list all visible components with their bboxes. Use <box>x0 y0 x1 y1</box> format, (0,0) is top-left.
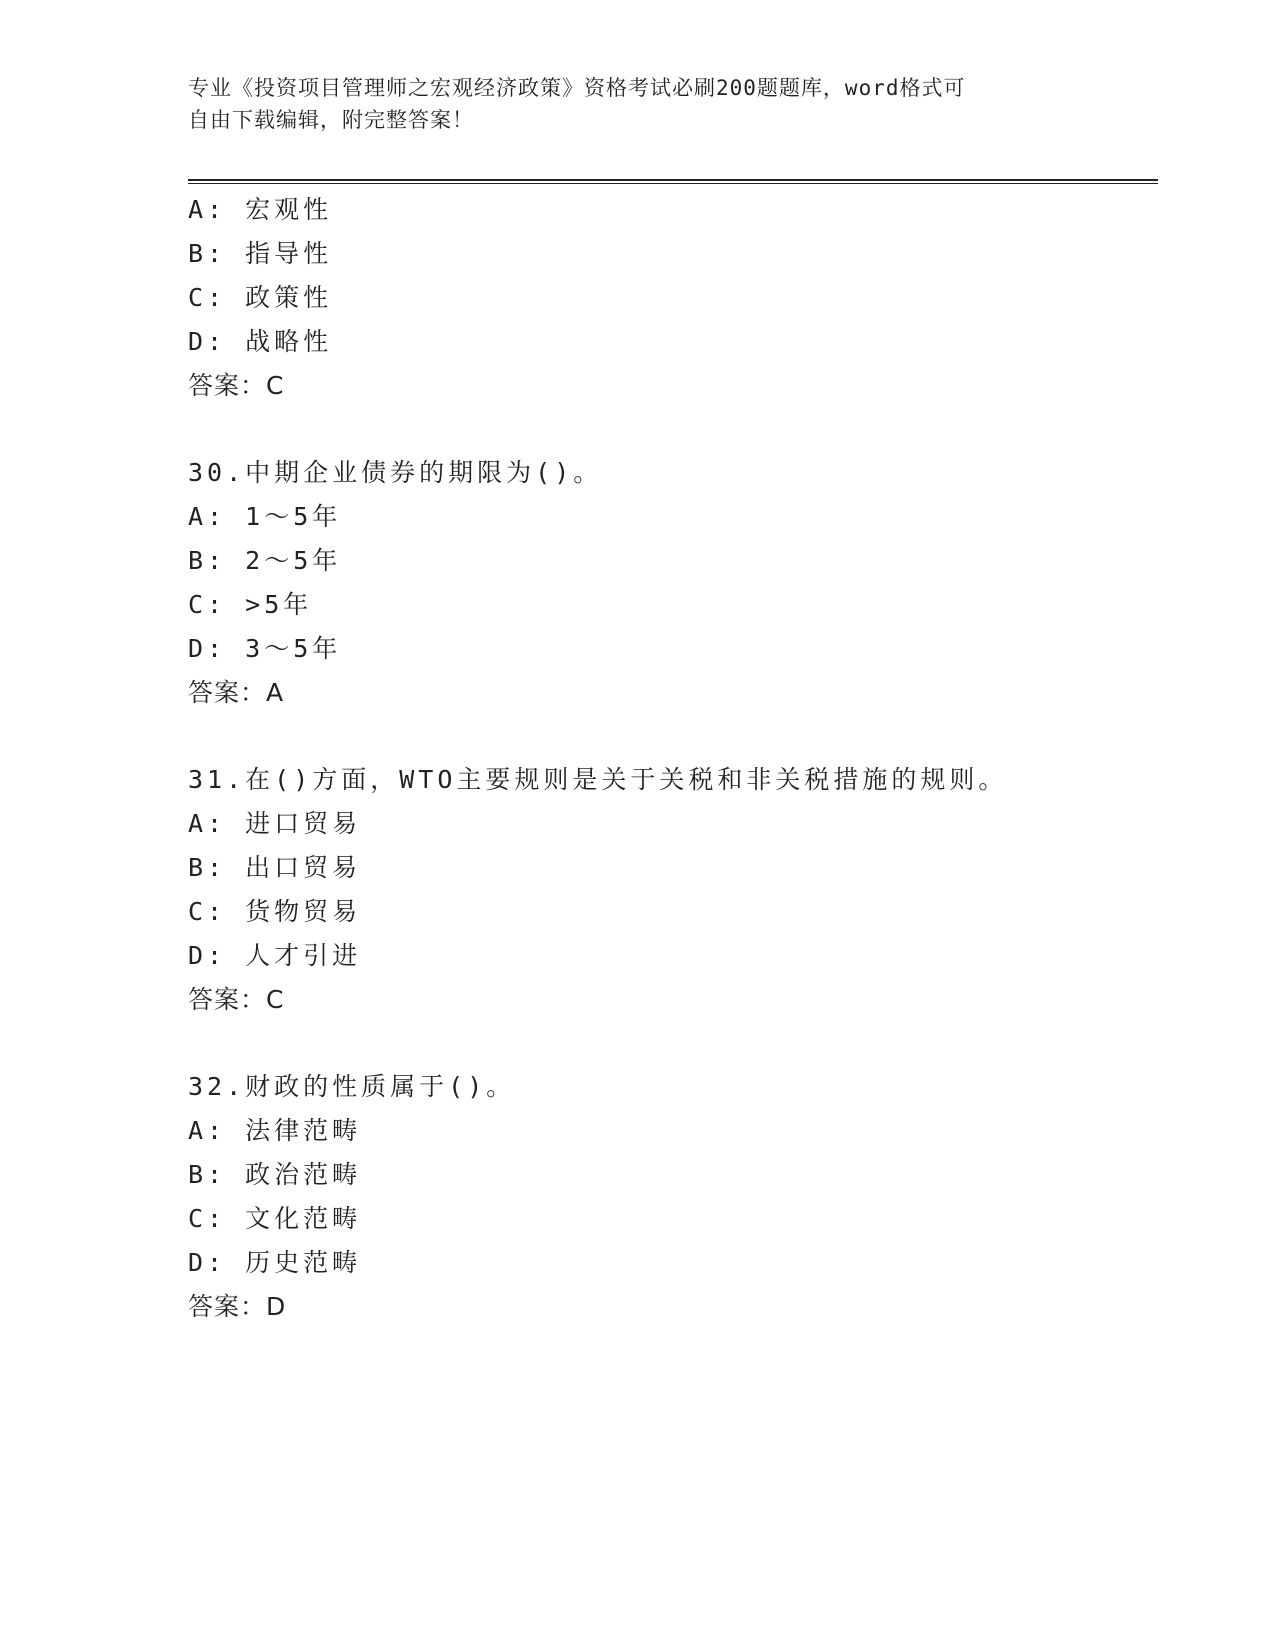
option-a: A: 法律范畴 <box>188 1116 362 1145</box>
document-header <box>188 72 1068 136</box>
header-line-2: 自由下载编辑，附完整答案！ <box>188 108 474 132</box>
option-b: B: 政治范畴 <box>188 1160 362 1189</box>
question-stem: 32.财政的性质属于()。 <box>188 1072 516 1101</box>
option-d: D: 战略性 <box>188 327 333 356</box>
answer-line: 答案：D <box>188 1292 287 1321</box>
option-d: D: 3～5年 <box>188 634 342 663</box>
question-stem: 31.在()方面，WTO主要规则是关于关税和非关税措施的规则。 <box>188 765 1008 794</box>
header-line-1: 专业《投资项目管理师之宏观经济政策》资格考试必刷200题题库，word格式可 <box>188 76 966 100</box>
option-a: A: 进口贸易 <box>188 809 362 838</box>
option-b: B: 2～5年 <box>188 546 342 575</box>
option-a: A: 宏观性 <box>188 195 333 224</box>
answer-line: 答案：A <box>188 678 285 707</box>
option-c: C: 货物贸易 <box>188 897 362 926</box>
option-b: B: 指导性 <box>188 239 333 268</box>
question-stem: 30.中期企业债券的期限为()。 <box>188 458 603 487</box>
option-d: D: 人才引进 <box>188 941 362 970</box>
answer-line: 答案：C <box>188 985 285 1014</box>
option-c: C: 政策性 <box>188 283 333 312</box>
header-divider-thick <box>188 179 1158 181</box>
answer-line: 答案：C <box>188 371 285 400</box>
option-d: D: 历史范畴 <box>188 1248 362 1277</box>
option-c: C: 文化范畴 <box>188 1204 362 1233</box>
option-c: C: >5年 <box>188 590 313 619</box>
option-b: B: 出口贸易 <box>188 853 362 882</box>
header-divider-thin <box>188 183 1158 184</box>
option-a: A: 1～5年 <box>188 502 342 531</box>
